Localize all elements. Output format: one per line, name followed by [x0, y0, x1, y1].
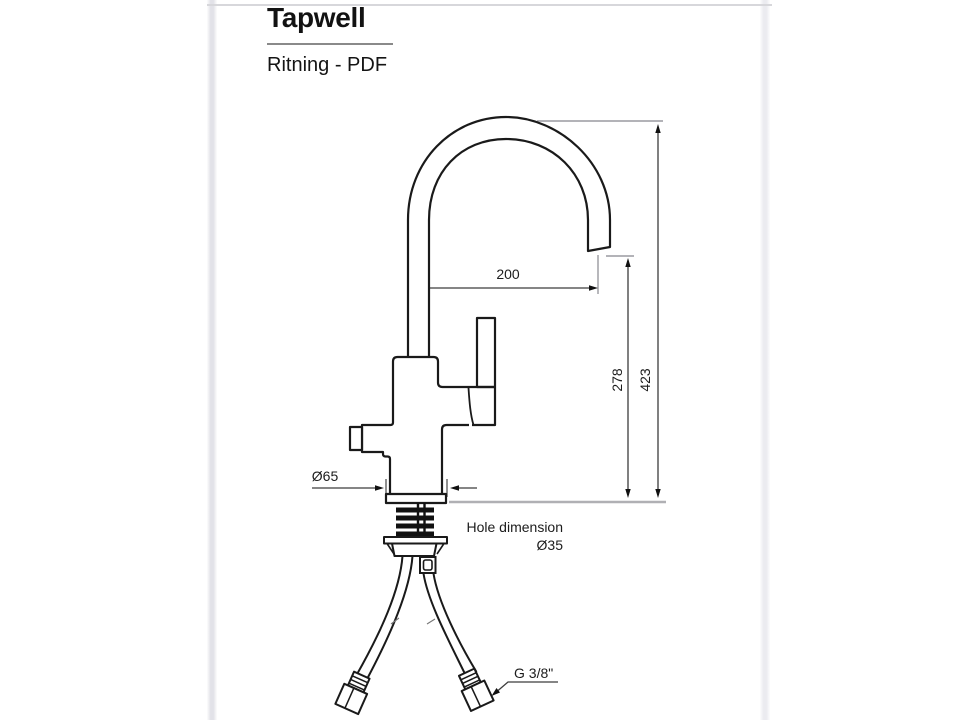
mounting-nut: [384, 537, 447, 556]
thread-size-label: G 3/8": [514, 665, 554, 681]
brand-title: Tapwell: [267, 2, 366, 33]
leader-line-thread: [498, 682, 559, 691]
connector-left: [335, 670, 373, 714]
hole-dimension-label: Hole dimension: [466, 519, 563, 535]
faucet-handle-lever: [477, 318, 495, 387]
faucet-spout: [408, 117, 610, 357]
hose-right: [424, 574, 467, 678]
diameter-65-label: Ø65: [311, 468, 339, 484]
page-subtitle: Ritning - PDF: [267, 53, 388, 76]
hose-fitting: [420, 557, 436, 573]
dimension-278-label: 278: [609, 368, 625, 392]
hoses: [356, 556, 477, 681]
hose-left: [356, 556, 403, 676]
connector-right: [455, 667, 493, 711]
base-plate: [386, 494, 446, 503]
faucet: [350, 117, 610, 503]
faucet-handle-base: [472, 387, 495, 425]
hose-left-inner: [366, 556, 413, 681]
faucet-body-right-edge: [442, 425, 469, 494]
dimension-423-label: 423: [637, 368, 653, 392]
hole-dimension-value: Ø35: [536, 537, 563, 553]
hose-bend-marks: [391, 618, 435, 624]
dimension-200-label: 200: [496, 266, 520, 282]
faucet-handle-joint-curve: [469, 388, 474, 425]
side-valve-knob: [350, 427, 362, 450]
